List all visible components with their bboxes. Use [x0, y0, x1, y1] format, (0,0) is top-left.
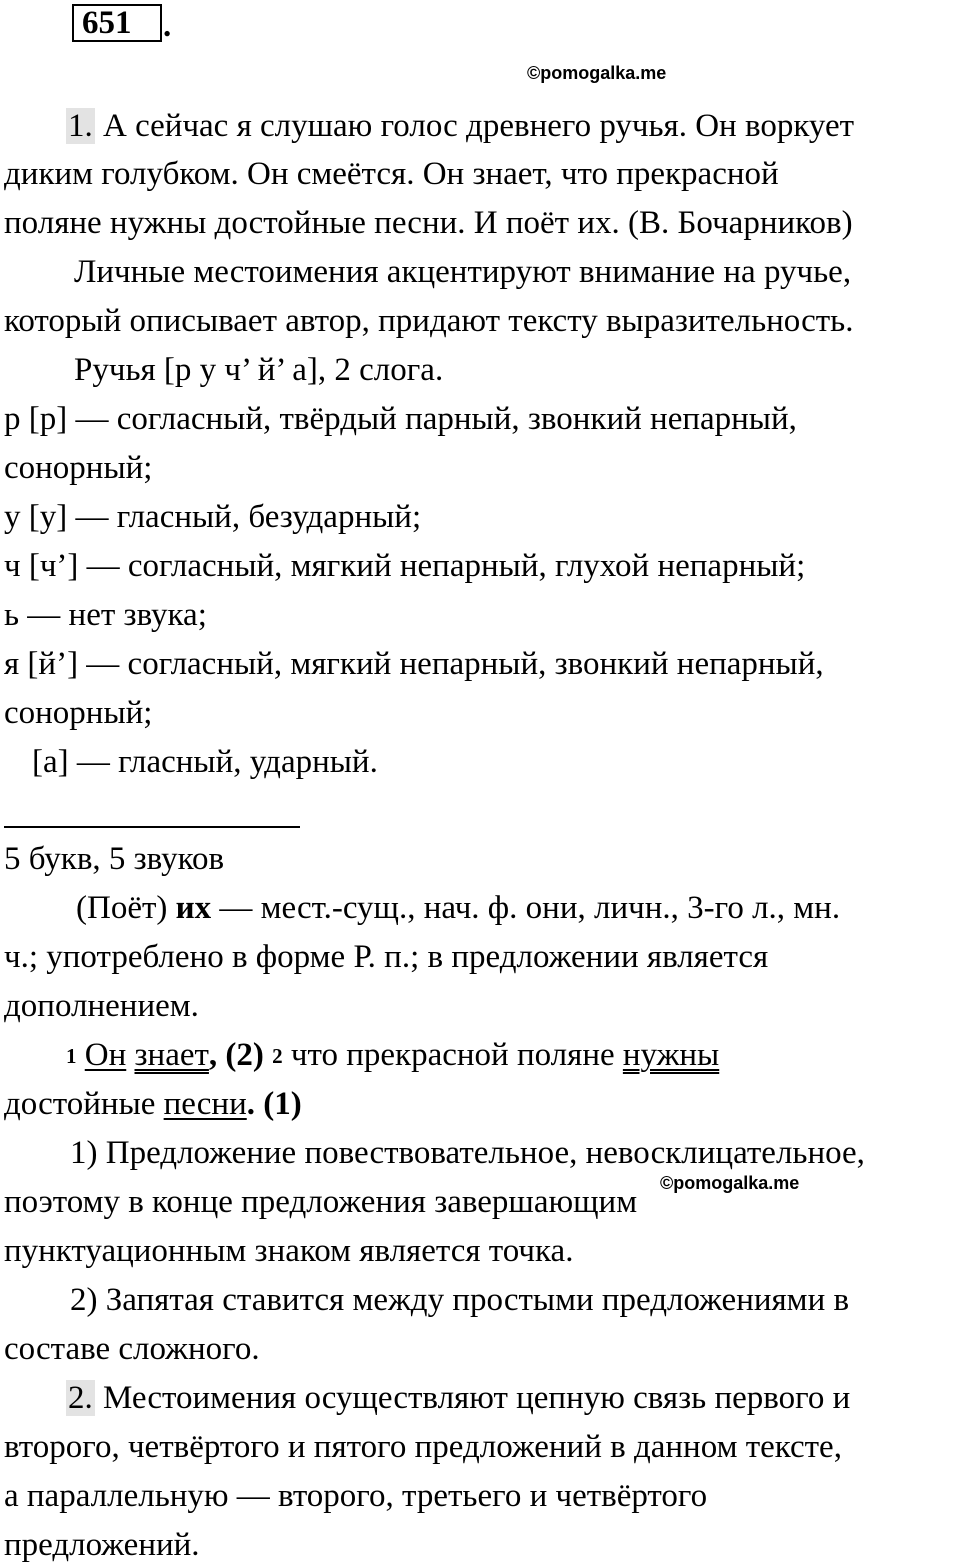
morph-line-3: дополнением. — [4, 988, 199, 1024]
divider-rule — [4, 826, 300, 828]
note-line-3: пунктуационным знаком является точка. — [4, 1233, 574, 1269]
part2-marker: 2. — [68, 1380, 93, 1416]
part2-line-1: 2. Местоимения осуществляют цепную связь первого и — [68, 1380, 851, 1416]
exercise-number: 651 — [82, 5, 132, 41]
note-line-2: поэтому в конце предложения завершающим — [4, 1184, 638, 1220]
analysis-para1-line-1: Личные местоимения акцентируют внимание на ручье, — [74, 254, 852, 290]
phonetic-line-5: ь — нет звука; — [4, 597, 207, 633]
syntax-line-1: 1 Он знает, (2) 2 что прекрасной поляне нужны — [66, 1037, 720, 1073]
letters-sounds-summary: 5 букв, 5 звуков — [4, 841, 225, 877]
predicate-znaet: знает — [134, 1037, 209, 1073]
clause-number-1: 1 — [66, 1044, 77, 1068]
phonetic-line-7: сонорный; — [4, 695, 153, 731]
phonetic-line-3: у [у] — гласный, безударный; — [4, 499, 422, 535]
phonetic-heading: Ручья [р у ч’ й’ а], 2 слога. — [74, 352, 444, 388]
phonetic-line-2: сонорный; — [4, 450, 153, 486]
note-line-4: 2) Запятая ставится между простыми предложениями в — [70, 1282, 850, 1318]
phonetic-line-4: ч [ч’] — согласный, мягкий непарный, глухой непарный; — [4, 548, 806, 584]
note-line-5: составе сложного. — [4, 1331, 260, 1367]
clause-number-2: 2 — [272, 1044, 283, 1068]
part2-line-2: второго, четвёртого и пятого предложений в данном тексте, — [4, 1429, 842, 1465]
part2-line-3: а параллельную — второго, третьего и четвёртого — [4, 1478, 708, 1514]
phonetic-line-6: я [й’] — согласный, мягкий непарный, звонкий непарный, — [4, 646, 824, 682]
watermark-middle: ©pomogalka.me — [660, 1173, 800, 1193]
exercise-number-box — [72, 4, 162, 42]
part1-line-3: поляне нужны достойные песни. И поёт их. (В. Бочарников) — [4, 205, 853, 241]
part2-line-4: предложений. — [4, 1527, 200, 1563]
morph-line-2: ч.; употреблено в форме Р. п.; в предложении является — [4, 939, 769, 975]
subject-pesni: песни — [163, 1086, 247, 1122]
exercise-number-dot: . — [163, 8, 172, 44]
phonetic-line-8: [а] — гласный, ударный. — [32, 744, 378, 780]
note-line-1: 1) Предложение повествовательное, невосклицательное, — [70, 1135, 865, 1171]
morph-word: их — [175, 890, 212, 926]
analysis-para1-line-2: который описывает автор, придают тексту выразительность. — [4, 303, 854, 339]
predicate-nuzhny: нужны — [622, 1037, 720, 1073]
part1-marker: 1. — [68, 108, 93, 144]
part1-line-2: диким голубком. Он смеётся. Он знает, что прекрасной — [4, 156, 779, 192]
watermark-top: ©pomogalka.me — [527, 63, 667, 83]
subject-on: Он — [84, 1037, 127, 1073]
phonetic-line-1: р [р] — согласный, твёрдый парный, звонкий непарный, — [4, 401, 797, 437]
morph-line-1: (Поёт) их — мест.-сущ., нач. ф. они, личн., 3-го л., мн. — [76, 890, 841, 926]
part1-line-1: 1. А сейчас я слушаю голос древнего ручья. Он воркует — [68, 108, 855, 144]
syntax-line-2: достойные песни. (1) — [4, 1086, 302, 1122]
